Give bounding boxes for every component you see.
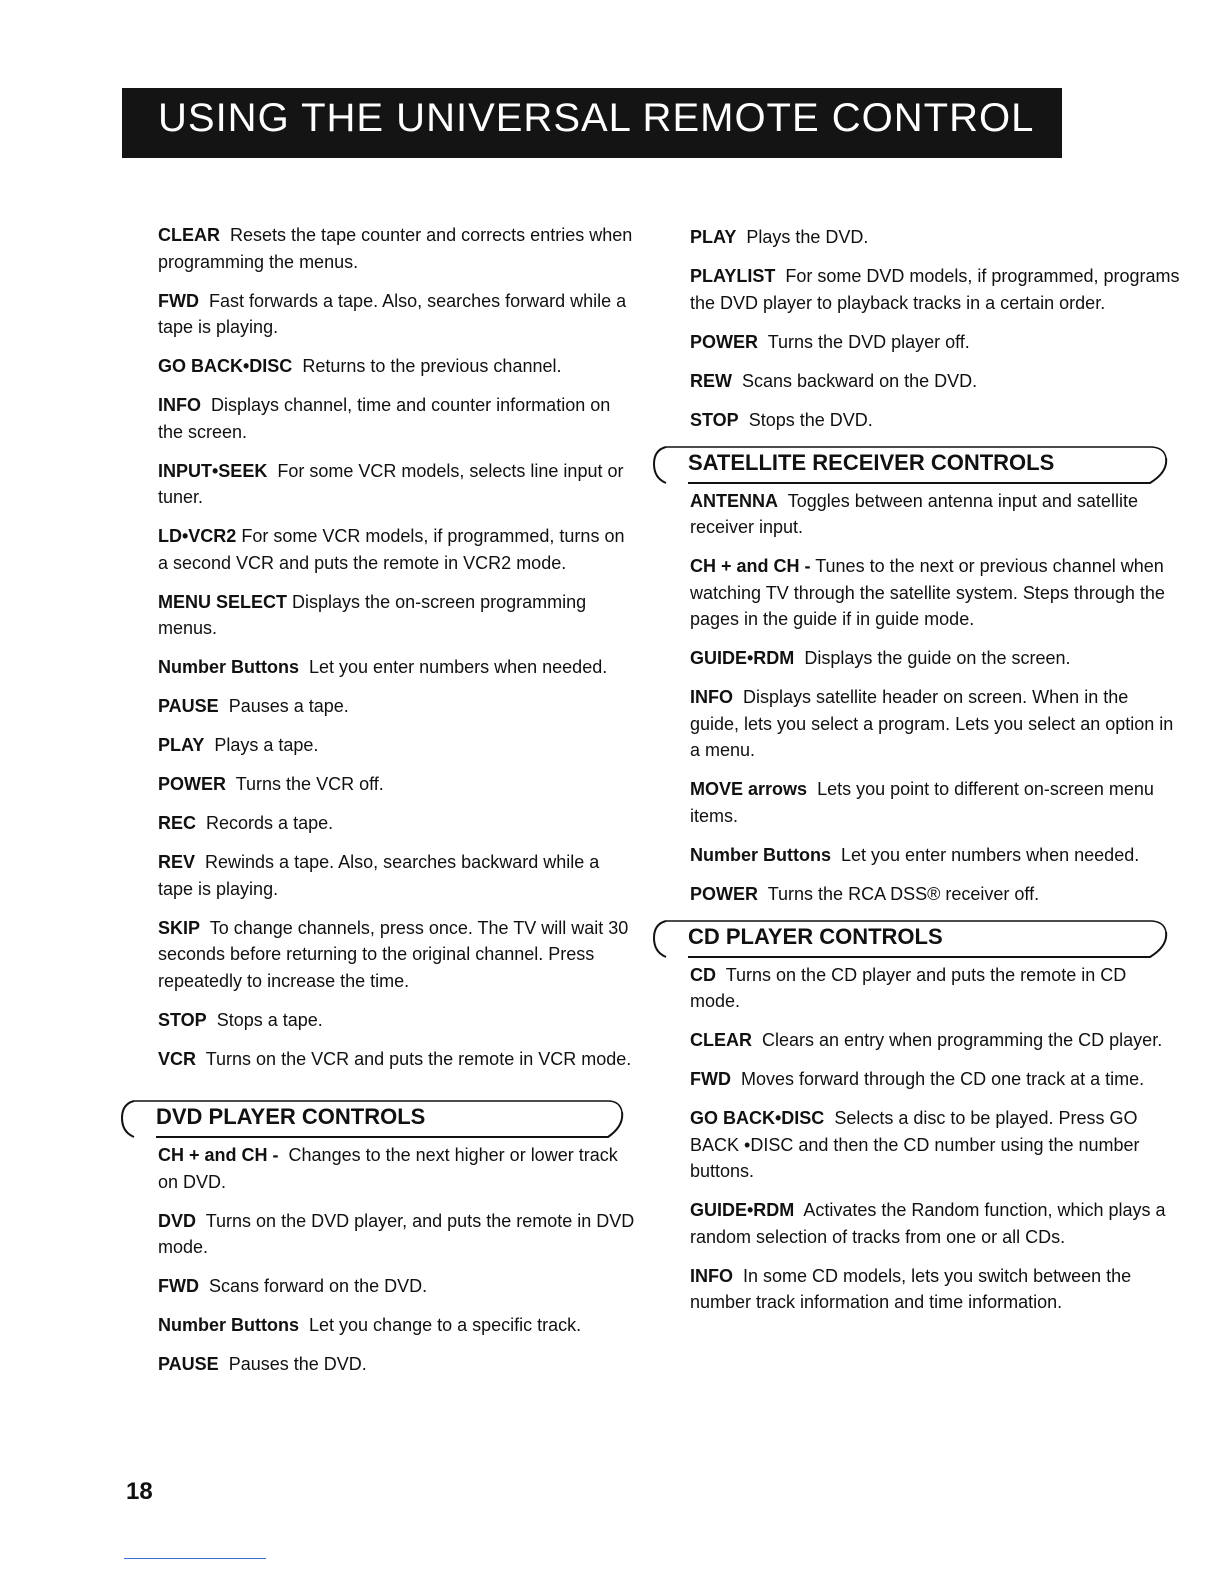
page-title: USING THE UNIVERSAL REMOTE CONTROL (158, 96, 1035, 140)
entry-text: Activates the Random function, which plays a random selection of tracks from one or all CDs. (690, 1200, 1166, 1247)
entry-cd-cd (690, 962, 1180, 1015)
entry-term: CH + and CH - (690, 556, 811, 576)
entry-cd-guide-rdm (690, 1197, 1180, 1250)
entry-term: GO BACK•DISC (690, 1108, 825, 1128)
entry-term: PLAY (690, 227, 737, 247)
entry-text: Let you change to a specific track. (309, 1315, 582, 1335)
entry-text: For some VCR models, selects line input or tuner. (158, 460, 624, 507)
entry-vcr-number-buttons (158, 654, 638, 681)
entry-term: MENU SELECT (158, 591, 288, 612)
entry-term: CD (690, 964, 716, 985)
entry-term: STOP (158, 1009, 207, 1030)
entry-text: Resets the tape counter and corrects entries when programming the menus. (158, 225, 633, 272)
entry-term: VCR (158, 1048, 197, 1069)
entry-term: STOP (690, 409, 739, 430)
entry-term: FWD (690, 1069, 731, 1089)
section-dvd (120, 1100, 638, 1138)
entry-text: Changes to the next higher or lower track on DVD. (158, 1145, 618, 1192)
entry-text: Rewinds a tape. Also, searches backward while a tape is playing. (158, 852, 600, 899)
entry-text: Turns the DVD player off. (767, 331, 970, 352)
entry-term: REW (690, 370, 732, 391)
entry-text: Clears an entry when programming the CD player. (762, 1030, 1163, 1050)
entry-term: PAUSE (158, 696, 219, 716)
entry-vcr-info (158, 392, 638, 445)
entry-vcr-ld-vcr2 (158, 523, 638, 576)
entry-term: CLEAR (690, 1030, 752, 1050)
entry-text: Returns to the previous channel. (302, 356, 562, 376)
entry-term: INFO (690, 1265, 733, 1286)
entry-vcr-rec (158, 810, 638, 837)
entry-vcr-power (158, 771, 638, 798)
entry-vcr-play (158, 732, 638, 759)
dvd-entries-left (158, 1142, 638, 1378)
entry-sat-info (690, 684, 1180, 764)
entry-cd-fwd (690, 1066, 1180, 1093)
entry-term: INFO (158, 395, 201, 415)
entry-sat-ch (690, 553, 1180, 633)
entry-dvd-rew (690, 368, 1180, 395)
entry-term: POWER (158, 774, 227, 794)
entry-text: Turns on the VCR and puts the remote in VCR mode. (205, 1048, 632, 1069)
section-title-dvd: DVD PLAYER CONTROLS (156, 1104, 426, 1129)
entry-cd-go-back-disc (690, 1105, 1180, 1185)
entry-vcr-clear (158, 222, 638, 275)
entry-term: Number Buttons (158, 1315, 299, 1335)
entry-term: PAUSE (158, 1354, 219, 1374)
section-satellite (652, 446, 1180, 484)
entry-text: Pauses the DVD. (228, 1354, 367, 1374)
entry-term: REC (158, 813, 197, 833)
entry-dvd-stop (690, 407, 1180, 434)
entry-text: Turns on the DVD player, and puts the remote in DVD mode. (158, 1210, 635, 1257)
entry-term: Number Buttons (158, 657, 299, 677)
entry-term: FWD (158, 290, 199, 311)
entry-dvd-ch (158, 1142, 638, 1195)
entry-text: Let you enter numbers when needed. (841, 844, 1140, 865)
vcr-entries (158, 222, 638, 1072)
entry-text: Lets you point to different on-screen menu items. (690, 779, 1154, 826)
entry-dvd-pause (158, 1351, 638, 1378)
entry-text: Displays channel, time and counter information on the screen. (158, 395, 611, 442)
entry-term: GUIDE•RDM (690, 1200, 795, 1220)
satellite-entries (690, 488, 1180, 908)
page-number: 18 (126, 1478, 153, 1505)
entry-vcr-vcr (158, 1046, 638, 1073)
dvd-entries-right (690, 224, 1180, 433)
entry-term: CH + and CH - (158, 1145, 279, 1165)
section-title-cd: CD PLAYER CONTROLS (688, 923, 943, 949)
entry-vcr-pause (158, 693, 638, 720)
cd-entries (690, 962, 1180, 1316)
entry-text: To change channels, press once. The TV will wait 30 seconds before returning to the original channel. Press repeatedly to increase the time. (158, 917, 629, 991)
entry-text: Stops a tape. (216, 1009, 323, 1030)
right-column (690, 224, 1180, 1328)
footer-rule (124, 1558, 266, 1559)
entry-text: Records a tape. (206, 813, 334, 833)
entry-vcr-rev (158, 849, 638, 902)
entry-term: Number Buttons (690, 844, 831, 865)
entry-sat-move-arrows (690, 776, 1180, 829)
entry-dvd-playlist (690, 263, 1180, 316)
entry-term: DVD (158, 1210, 197, 1231)
entry-text: In some CD models, lets you switch between the number track information and time information. (690, 1265, 1132, 1312)
entry-text: Moves forward through the CD one track at a time. (741, 1069, 1145, 1089)
entry-cd-clear (690, 1027, 1180, 1054)
entry-text: Plays a tape. (214, 735, 319, 755)
entry-term: FWD (158, 1276, 199, 1296)
entry-text: Selects a disc to be played. Press GO BACK •DISC and then the CD number using the number buttons. (690, 1108, 1140, 1181)
entry-term: GO BACK•DISC (158, 356, 293, 376)
entry-cd-info (690, 1263, 1180, 1316)
entry-term: MOVE arrows (690, 779, 808, 799)
entry-sat-guide-rdm (690, 645, 1180, 672)
entry-term: LD•VCR2 (158, 526, 237, 546)
entry-text: Let you enter numbers when needed. (309, 657, 608, 677)
entry-text: Turns the VCR off. (235, 774, 384, 794)
entry-term: REV (158, 852, 196, 872)
entry-text: Toggles between antenna input and satellite receiver input. (690, 490, 1138, 537)
entry-text: Scans backward on the DVD. (742, 370, 978, 391)
entry-vcr-fwd (158, 288, 638, 341)
entry-term: CLEAR (158, 225, 220, 245)
entry-text: Stops the DVD. (748, 409, 873, 430)
entry-text: Scans forward on the DVD. (209, 1276, 428, 1296)
entry-term: PLAY (158, 735, 205, 755)
entry-text: Displays satellite header on screen. When in the guide, lets you select a program. Lets you select an option in a menu. (690, 687, 1174, 760)
entry-term: SKIP (158, 917, 201, 938)
entry-vcr-input-seek (158, 458, 638, 511)
title-banner (122, 88, 1062, 158)
entry-text: Displays the on-screen programming menus. (158, 591, 587, 638)
entry-text: Turns the RCA DSS® receiver off. (767, 883, 1040, 904)
entry-dvd-dvd (158, 1208, 638, 1261)
entry-sat-antenna (690, 488, 1180, 541)
entry-term: POWER (690, 331, 759, 352)
entry-vcr-skip (158, 915, 638, 995)
entry-term: GUIDE•RDM (690, 648, 795, 668)
entry-term: POWER (690, 883, 759, 904)
entry-dvd-number-buttons (158, 1312, 638, 1339)
entry-text: Fast forwards a tape. Also, searches forward while a tape is playing. (158, 290, 627, 337)
entry-text: Plays the DVD. (746, 227, 869, 247)
entry-text: Displays the guide on the screen. (804, 648, 1071, 668)
entry-dvd-fwd (158, 1273, 638, 1300)
entry-text: Tunes to the next or previous channel when watching TV through the satellite system. Steps through the pages in the guide if in guide mode. (690, 556, 1165, 629)
entry-vcr-menu-select (158, 589, 638, 642)
entry-text: For some VCR models, if programmed, turns on a second VCR and puts the remote in VCR2 mode. (158, 526, 625, 573)
left-column (158, 222, 638, 1390)
entry-sat-number-buttons (690, 842, 1180, 869)
entry-dvd-play (690, 224, 1180, 251)
section-cd (652, 920, 1180, 958)
entry-dvd-power (690, 329, 1180, 356)
entry-term: PLAYLIST (690, 266, 776, 286)
section-title-satellite: SATELLITE RECEIVER CONTROLS (688, 449, 1055, 475)
entry-text: Turns on the CD player and puts the remote in CD mode. (690, 964, 1127, 1011)
entry-vcr-go-back-disc (158, 353, 638, 380)
entry-term: ANTENNA (690, 490, 778, 511)
entry-term: INPUT•SEEK (158, 460, 268, 481)
entry-vcr-stop (158, 1007, 638, 1034)
entry-sat-power (690, 881, 1180, 908)
entry-text: For some DVD models, if programmed, programs the DVD player to playback tracks in a certain order. (690, 266, 1180, 313)
entry-text: Pauses a tape. (228, 696, 349, 716)
entry-term: INFO (690, 687, 733, 707)
